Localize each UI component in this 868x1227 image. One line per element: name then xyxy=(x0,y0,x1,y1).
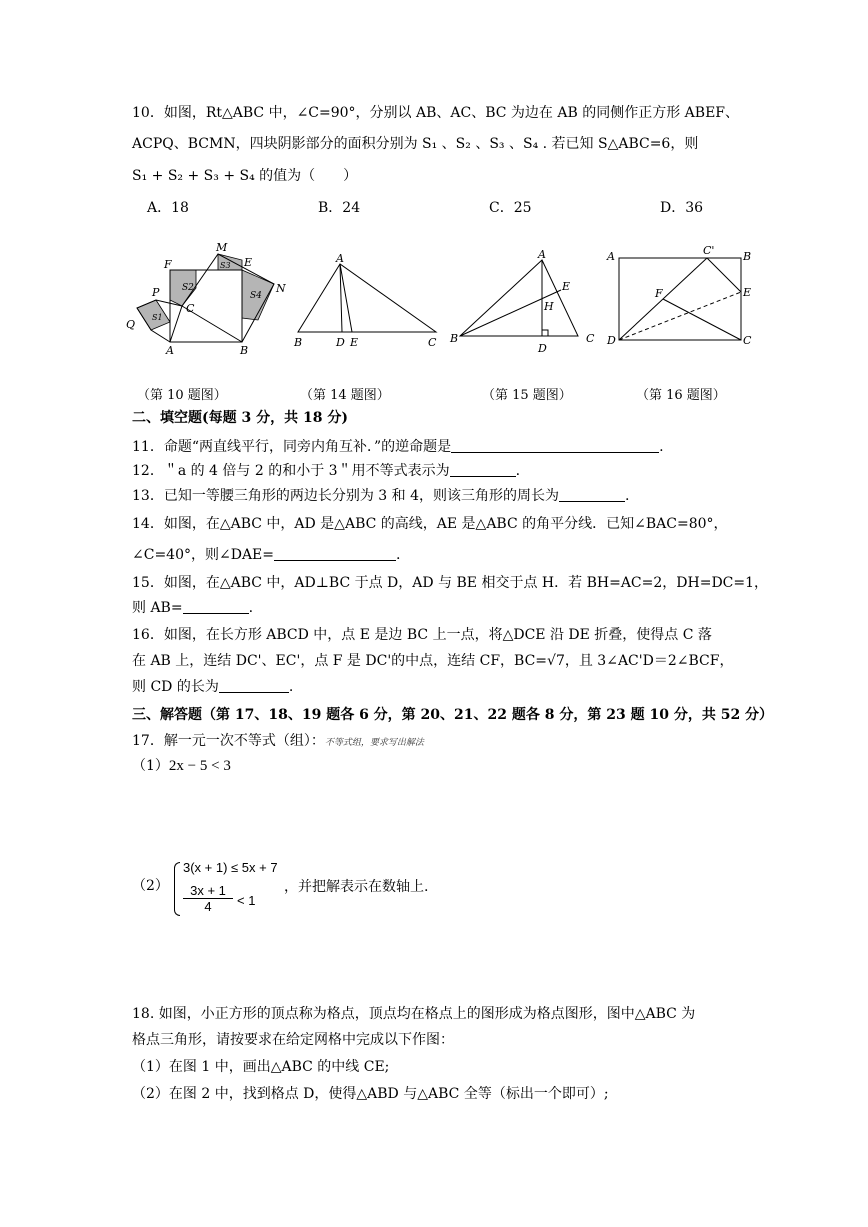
q17-part1-label: （1） xyxy=(132,758,169,774)
section-3-title: 三、解答题（第 17、18、19 题各 6 分，第 20、21、22 题各 8 分，第 23 题 10 分，共 52 分） xyxy=(132,707,774,723)
q16-answer-blank[interactable] xyxy=(219,678,289,693)
fig10-label-e: E xyxy=(244,256,253,269)
caption-fig16: （第 16 题图） xyxy=(636,388,726,403)
q17-part2-relation: < 1 xyxy=(237,893,256,908)
q17-part2-tail: ，并把解表示在数轴上. xyxy=(284,879,429,895)
fig10-label-s1: S1 xyxy=(152,313,163,322)
q10-line1: 10．如图，Rt△ABC 中，∠C=90°，分别以 AB、AC、BC 为边在 AB 的同侧作正方形 ABEF、 xyxy=(132,105,740,121)
q18-line1: 18. 如图，小正方形的顶点称为格点，顶点均在格点上的图形成为格点图形，图中△ABC 为 xyxy=(132,1006,696,1022)
q10-option-d: D．36 xyxy=(660,200,704,216)
q11-text: 11．命题“两直线平行，同旁内角互补．”的逆命题是 xyxy=(132,439,452,455)
fig16-label-f: F xyxy=(655,287,663,300)
fig10-label-q: Q xyxy=(126,318,136,331)
q13-text: 13．已知一等腰三角形的两边长分别为 3 和 4，则该三角形的周长为 xyxy=(132,488,559,504)
q17-handwritten-note: 不等式组，要求写出解法 xyxy=(324,738,424,748)
figure-15 xyxy=(448,248,603,356)
q11-answer-blank[interactable] xyxy=(451,438,659,453)
q16-text: 则 CD 的长为 xyxy=(132,679,219,695)
fig10-label-s4: S4 xyxy=(250,291,262,301)
q14-line1: 14．如图，在△ABC 中，AD 是△ABC 的高线，AE 是△ABC 的角平分线．已知∠BAC=80°， xyxy=(132,516,728,532)
q13-answer-blank[interactable] xyxy=(559,487,625,502)
fig15-label-a: A xyxy=(538,248,546,261)
fig15-label-c: C xyxy=(586,332,595,345)
q10-option-a: A．18 xyxy=(147,200,189,216)
q17-part1-inequality: 2x − 5 < 3 xyxy=(168,758,231,774)
q17-part2-brace xyxy=(174,862,180,916)
q16-line3 xyxy=(132,677,293,697)
fig10-label-s2: S2 xyxy=(182,283,194,293)
q10-line2: ACPQ、BCMN，四块阴影部分的面积分别为 S₁ 、S₂ 、S₃ 、S₄ . 若已知 S△ABC=6，则 xyxy=(132,136,699,152)
q17-part2-denominator: 4 xyxy=(204,899,212,914)
fig14-label-c: C xyxy=(428,336,437,349)
figure-10 xyxy=(124,240,294,362)
fig15-label-d: D xyxy=(538,342,547,355)
fig10-label-n: N xyxy=(276,282,286,295)
q18-line4: （2）在图 2 中，找到格点 D，使得△ABD 与△ABC 全等（标出一个即可）; xyxy=(132,1086,609,1102)
q11-end: . xyxy=(659,439,664,455)
q17-title: 17．解一元一次不等式（组）： xyxy=(132,733,325,749)
fig16-label-c: C xyxy=(743,334,752,347)
fig16-label-e: E xyxy=(743,286,752,299)
fig10-label-b: B xyxy=(240,344,249,357)
q18-line2: 格点三角形，请按要求在给定网格中完成以下作图： xyxy=(132,1032,454,1048)
section-2-title: 二、填空题(每题 3 分，共 18 分) xyxy=(132,410,348,426)
fig15-label-e: E xyxy=(562,280,571,293)
q12-text: 12．＂a 的 4 倍与 2 的和小于 3＂用不等式表示为 xyxy=(132,463,450,479)
fig16-label-d: D xyxy=(607,334,616,347)
q16-line1: 16．如图，在长方形 ABCD 中，点 E 是边 BC 上一点，将△DCE 沿 DE 折叠，使得点 C 落 xyxy=(132,627,712,643)
fig10-label-p: P xyxy=(152,286,160,299)
q10-option-b: B．24 xyxy=(318,200,361,216)
fig16-label-a: A xyxy=(607,250,615,263)
q17-part2-numerator: 3x + 1 xyxy=(183,883,233,899)
q15-answer-blank[interactable] xyxy=(183,599,249,614)
q17-part1 xyxy=(132,756,231,776)
q14-line2 xyxy=(132,545,400,565)
q17-part2-label: （2） xyxy=(132,878,169,894)
fig10-label-m: M xyxy=(216,241,228,254)
q18-line3: （1）在图 1 中，画出△ABC 的中线 CE; xyxy=(132,1059,390,1075)
caption-fig15: （第 15 题图） xyxy=(482,388,572,403)
q17-title-row xyxy=(132,731,424,753)
q11 xyxy=(132,437,664,457)
q15-line2 xyxy=(132,598,253,618)
q13-end: . xyxy=(624,488,630,504)
q12 xyxy=(132,461,520,481)
fig14-label-e: E xyxy=(350,336,359,349)
fig14-label-a: A xyxy=(336,252,344,265)
q17-part2-ineq-a: 3(x + 1) ≤ 5x + 7 xyxy=(183,860,278,875)
q14-text: ∠C=40°，则∠DAE= xyxy=(132,547,275,563)
q15-end: . xyxy=(248,600,254,616)
fig15-label-b: B xyxy=(450,332,459,345)
figure-16 xyxy=(605,244,755,352)
q15-text: 则 AB= xyxy=(132,600,183,616)
fig14-label-b: B xyxy=(294,336,303,349)
fig10-label-a: A xyxy=(166,344,174,357)
fig16-label-c-prime: C' xyxy=(703,244,715,257)
q15-line1: 15．如图，在△ABC 中，AD⊥BC 于点 D，AD 与 BE 相交于点 H．若 BH=AC=2，DH=DC=1， xyxy=(132,575,769,591)
q12-end: . xyxy=(515,463,521,479)
q13 xyxy=(132,486,629,506)
q12-answer-blank[interactable] xyxy=(450,462,516,477)
q10-option-c: C．25 xyxy=(489,200,532,216)
q14-end: . xyxy=(396,547,401,563)
fig15-label-h: H xyxy=(544,300,554,313)
q10-line3: S₁ + S₂ + S₃ + S₄ 的值为（ ） xyxy=(132,168,358,184)
fig10-label-s3: S3 xyxy=(220,261,231,270)
fig10-label-c: C xyxy=(186,302,195,315)
q14-answer-blank[interactable] xyxy=(274,546,396,561)
q17-part2-fraction xyxy=(183,883,233,915)
q16-end: . xyxy=(288,679,294,695)
fig16-label-b: B xyxy=(743,250,752,263)
caption-fig10: （第 10 题图） xyxy=(137,388,227,403)
fig14-label-d: D xyxy=(336,336,345,349)
caption-fig14: （第 14 题图） xyxy=(300,388,390,403)
q16-line2: 在 AB 上，连结 DC'、EC'，点 F 是 DC'的中点，连结 CF，BC=√7，且 3∠AC'D＝2∠BCF， xyxy=(132,653,734,669)
fig10-label-f: F xyxy=(164,258,172,271)
figure-14 xyxy=(290,252,440,352)
